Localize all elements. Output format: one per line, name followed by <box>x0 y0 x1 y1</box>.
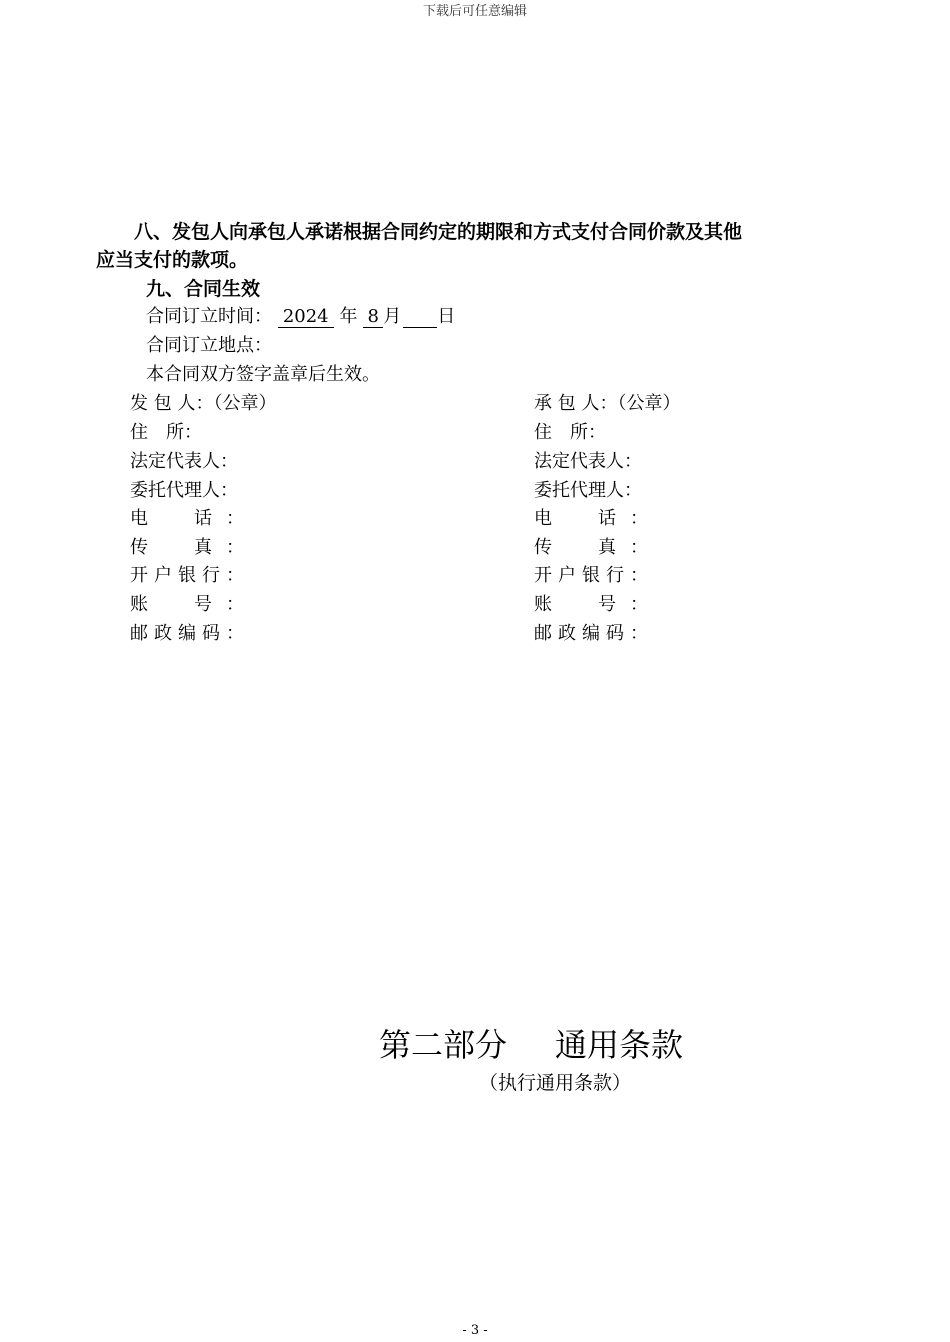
part-2-title <box>0 1020 950 1066</box>
sign-date-line <box>146 302 455 328</box>
employer-field: 住 所： <box>130 422 202 443</box>
part-2-title-left: 第二部分 <box>378 1026 507 1064</box>
page-number: - 3 - <box>462 1323 488 1338</box>
sign-year: 2024 <box>278 307 334 328</box>
page-header: 下载后可任意编辑 <box>422 4 527 19</box>
contractor-field: 电 话： <box>534 508 648 529</box>
contractor-field: 委托代理人： <box>534 480 642 501</box>
employer-field: 法定代表人： <box>130 451 238 472</box>
day-suffix: 日 <box>437 306 456 327</box>
employer-field: 电 话： <box>130 508 244 529</box>
part-2-subtitle: （执行通用条款） <box>478 1072 631 1094</box>
contractor-title <box>534 389 680 415</box>
contractor-field: 住 所： <box>534 422 606 443</box>
clause-9-heading: 九、合同生效 <box>146 278 261 300</box>
contractor-field: 传 真： <box>534 537 648 558</box>
year-suffix: 年 <box>339 306 358 327</box>
employer-field: 传 真： <box>130 537 244 558</box>
clause-8-line-2: 应当支付的款项。 <box>96 249 249 271</box>
sign-month: 8 <box>363 307 383 328</box>
sign-date-label: 合同订立时间： <box>146 306 272 327</box>
contractor-seal: （公章） <box>617 393 681 414</box>
contractor-label: 承 包 人： <box>534 393 618 414</box>
employer-field: 账 号： <box>130 594 244 615</box>
contractor-field: 账 号： <box>534 594 648 615</box>
effect-statement: 本合同双方签字盖章后生效。 <box>146 364 380 385</box>
employer-field: 邮政编码： <box>130 623 244 644</box>
sign-day <box>403 307 437 328</box>
employer-seal: （公章） <box>213 393 277 414</box>
part-2-title-right: 通用条款 <box>555 1026 684 1064</box>
month-suffix: 月 <box>383 306 402 327</box>
employer-field: 开户银行： <box>130 565 244 586</box>
clause-8 <box>96 218 856 274</box>
contractor-field: 法定代表人： <box>534 451 642 472</box>
employer-label: 发 包 人： <box>130 393 214 414</box>
clause-8-line-1: 八、发包人向承包人承诺根据合同约定的期限和方式支付合同价款及其他 <box>134 221 743 243</box>
employer-field: 委托代理人： <box>130 480 238 501</box>
contractor-field: 开户银行： <box>534 565 648 586</box>
contractor-field: 邮政编码： <box>534 623 648 644</box>
employer-title <box>130 389 276 415</box>
sign-place-label: 合同订立地点： <box>146 335 272 356</box>
